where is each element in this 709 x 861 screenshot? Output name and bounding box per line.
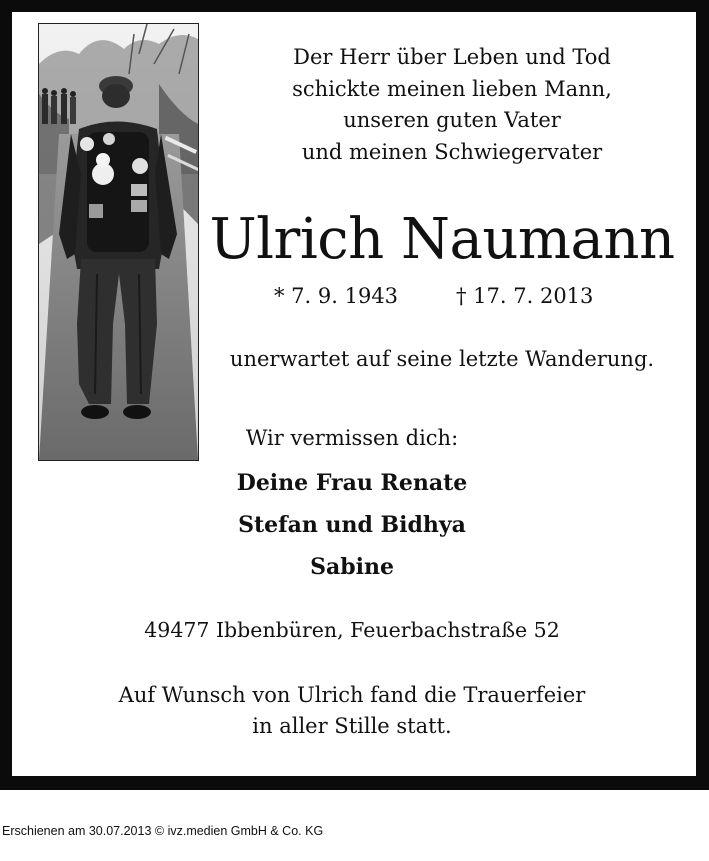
intro-text [217, 42, 687, 168]
funeral-note-line: in aller Stille statt. [252, 714, 452, 738]
death-date: † 17. 7. 2013 [456, 284, 594, 308]
signatory: Sabine [310, 554, 394, 580]
intro-line: und meinen Schwiegervater [301, 139, 603, 164]
funeral-note [72, 680, 632, 742]
funeral-note-line: Auf Wunsch von Ulrich fand die Trauerfeier [118, 683, 586, 707]
intro-line: schickte meinen lieben Mann, [292, 76, 612, 101]
signatory: Deine Frau Renate [236, 470, 468, 496]
hiker-photo [38, 23, 199, 461]
publication-footer: Erschienen am 30.07.2013 © ivz.medien GmbH & Co. KG [2, 824, 324, 838]
intro-line: Der Herr über Leben und Tod [293, 45, 611, 69]
notice-body [12, 12, 696, 776]
hiker-photo-image [39, 24, 198, 460]
passing-phrase: unerwartet auf seine letzte Wanderung. [229, 347, 655, 371]
miss-text: Wir vermissen dich: [245, 426, 459, 450]
birth-date: * 7. 9. 1943 [274, 284, 399, 308]
signatory: Stefan und Bidhya [238, 512, 466, 538]
intro-line: unseren guten Vater [343, 108, 561, 132]
address: 49477 Ibbenbüren, Feuerbachstraße 52 [144, 618, 560, 642]
deceased-name: Ulrich Naumann [209, 207, 675, 272]
